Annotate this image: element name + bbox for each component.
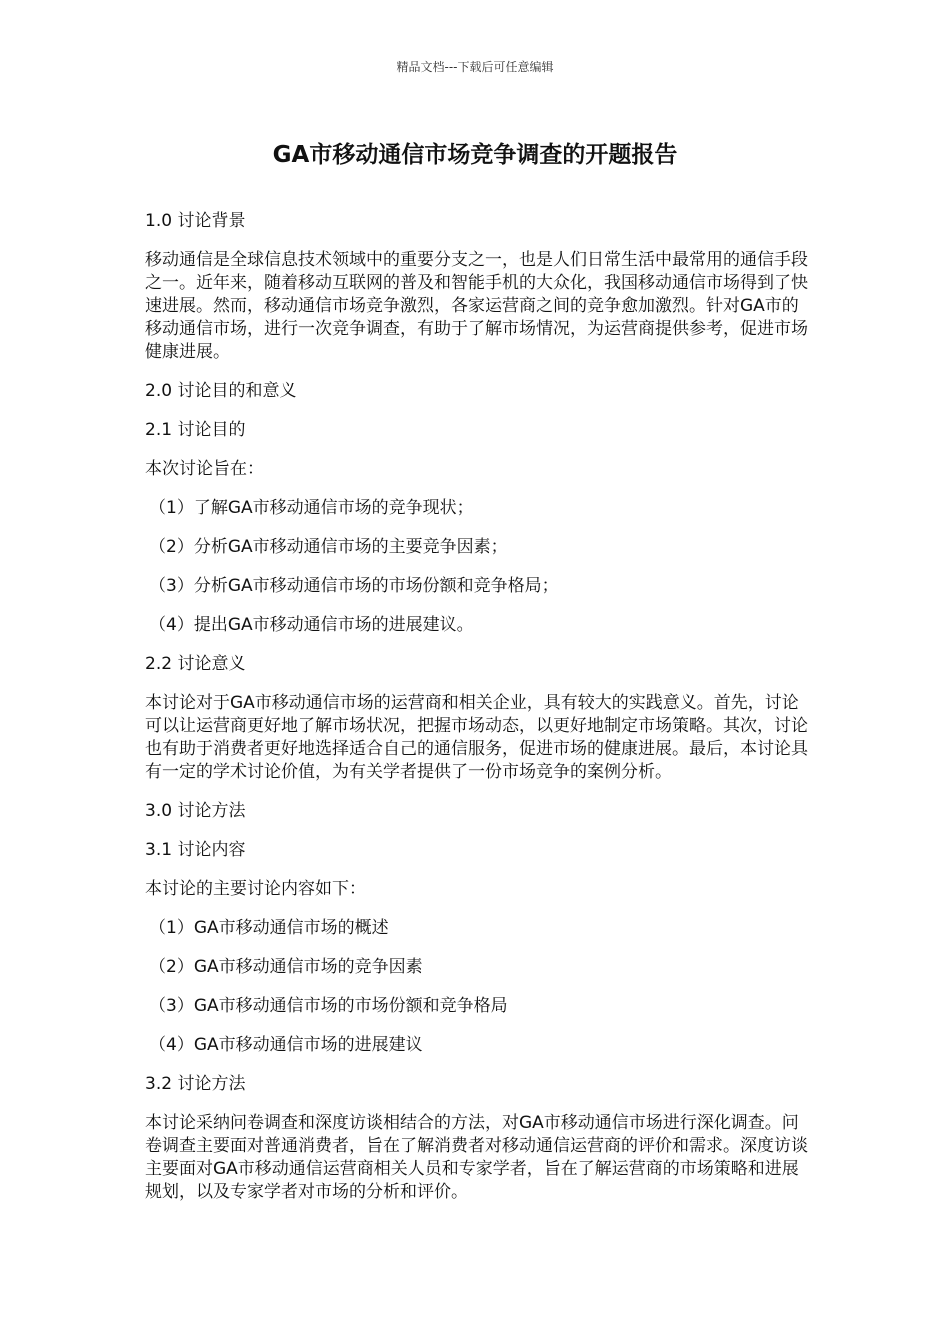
purpose-list-item: （2）分析GA市移动通信市场的主要竞争因素； <box>149 537 508 557</box>
section-heading-2-1: 2.1 讨论目的 <box>145 420 246 440</box>
document-title: GA市移动通信市场竞争调查的开题报告 <box>272 142 678 168</box>
content-list-item: （3）GA市移动通信市场的市场份额和竞争格局 <box>149 996 508 1016</box>
section-heading-2-0: 2.0 讨论目的和意义 <box>145 381 297 401</box>
content-list-item: （4）GA市移动通信市场的进展建议 <box>149 1035 423 1055</box>
content-list-item: （2）GA市移动通信市场的竞争因素 <box>149 957 423 977</box>
page-header: 精品文档---下载后可任意编辑 <box>396 60 554 74</box>
purpose-intro: 本次讨论旨在： <box>145 459 264 479</box>
purpose-list-item: （4）提出GA市移动通信市场的进展建议。 <box>149 615 474 635</box>
purpose-list-item: （1）了解GA市移动通信市场的竞争现状； <box>149 498 474 518</box>
background-paragraph: 移动通信是全球信息技术领域中的重要分支之一，也是人们日常生活中最常用的通信手段之一。近年来，随着移动互联网的普及和智能手机的大众化，我国移动通信市场得到了快速进展。然而，移动通信市场竞争激烈，各家运营商之间的竞争愈加激烈。针对GA市的移动通信市场，进行一次竞争调查，有助于了解市场情况，为运营商提供参考，促进市场健康进展。 <box>145 250 808 362</box>
content-intro: 本讨论的主要讨论内容如下： <box>145 879 366 899</box>
section-heading-3-2: 3.2 讨论方法 <box>145 1074 246 1094</box>
method-paragraph: 本讨论采纳问卷调查和深度访谈相结合的方法，对GA市移动通信市场进行深化调查。问卷调查主要面对普通消费者，旨在了解消费者对移动通信运营商的评价和需求。深度访谈主要面对GA市移动通信运营商相关人员和专家学者，旨在了解运营商的市场策略和进展规划，以及专家学者对市场的分析和评价。 <box>145 1113 808 1202</box>
section-heading-3-1: 3.1 讨论内容 <box>145 840 246 860</box>
section-heading-2-2: 2.2 讨论意义 <box>145 654 246 674</box>
section-heading-1-0: 1.0 讨论背景 <box>145 211 246 231</box>
document-body <box>145 210 810 1220</box>
content-list-item: （1）GA市移动通信市场的概述 <box>149 918 389 938</box>
significance-paragraph: 本讨论对于GA市移动通信市场的运营商和相关企业，具有较大的实践意义。首先，讨论可以让运营商更好地了解市场状况，把握市场动态，以更好地制定市场策略。其次，讨论也有助于消费者更好地选择适合自己的通信服务，促进市场的健康进展。最后，本讨论具有一定的学术讨论价值，为有关学者提供了一份市场竞争的案例分析。 <box>145 693 808 782</box>
purpose-list-item: （3）分析GA市移动通信市场的市场份额和竞争格局； <box>149 576 559 596</box>
section-heading-3-0: 3.0 讨论方法 <box>145 801 246 821</box>
